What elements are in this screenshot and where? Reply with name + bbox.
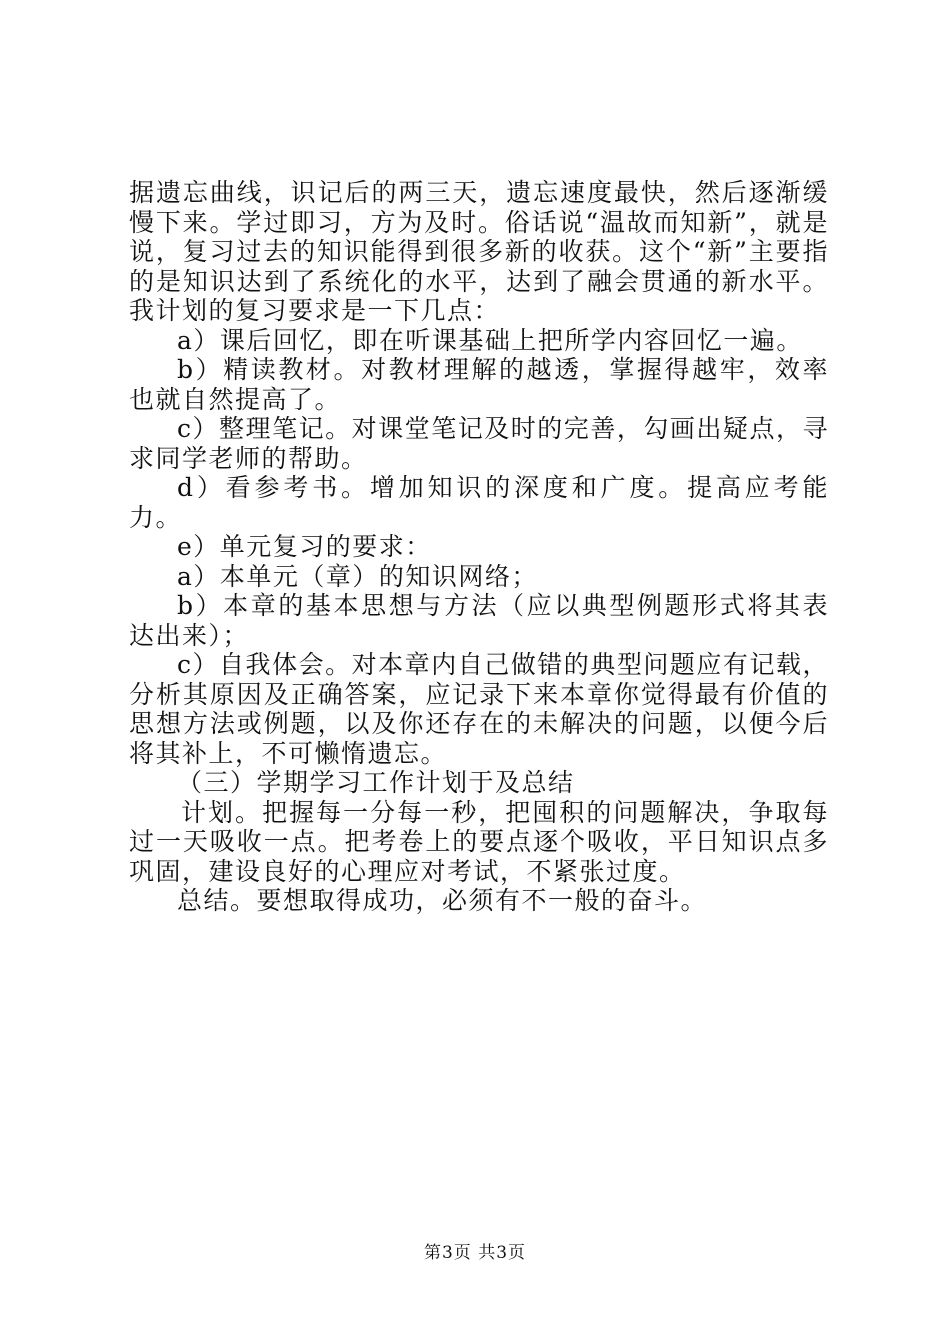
paragraph-plan: 计划。把握每一分每一秒，把囤积的问题解决，争取每过一天吸收一点。把考卷上的要点逐个吸收，平日知识点多巩固，建设良好的心理应对考试，不紧张过度。: [129, 797, 829, 886]
paragraph-forgetting-curve: 据遗忘曲线，识记后的两三天，遗忘速度最快，然后逐渐缓慢下来。学过即习，方为及时。俗话说“温故而知新”，就是说，复习过去的知识能得到很多新的收获。这个“新”主要指的是知识达到了系统化的水平，达到了融会贯通的新水平。我计划的复习要求是一下几点：: [129, 178, 829, 325]
paragraph-item-b-textbook: b）精读教材。对教材理解的越透，掌握得越牢，效率也就自然提高了。: [129, 355, 829, 414]
paragraph-item-c-notes: c）整理笔记。对课堂笔记及时的完善，勾画出疑点，寻求同学老师的帮助。: [129, 414, 829, 473]
page-number-footer: 第3页 共3页: [423, 1243, 527, 1263]
paragraph-sub-b-methods: b）本章的基本思想与方法（应以典型例题形式将其表达出来）；: [129, 591, 829, 650]
paragraph-item-e-unit-review: e）单元复习的要求：: [177, 532, 432, 561]
paragraph-sub-a-network: a）本单元（章）的知识网络；: [177, 561, 538, 591]
section-heading-semester-plan: （三）学期学习工作计划于及总结: [177, 768, 575, 797]
paragraph-sub-c-reflection: c）自我体会。对本章内自己做错的典型问题应有记载，分析其原因及正确答案，应记录下来本章你觉得最有价值的思想方法或例题，以及你还存在的未解决的问题，以便今后将其补上，不可懒惰遗忘。: [129, 650, 829, 768]
document-body: [129, 178, 829, 916]
paragraph-item-a-recall: a）课后回忆，即在听课基础上把所学内容回忆一遍。: [177, 325, 803, 355]
paragraph-item-d-reference: d）看参考书。增加知识的深度和广度。提高应考能力。: [129, 473, 829, 532]
paragraph-summary: 总结。要想取得成功，必须有不一般的奋斗。: [177, 886, 708, 915]
